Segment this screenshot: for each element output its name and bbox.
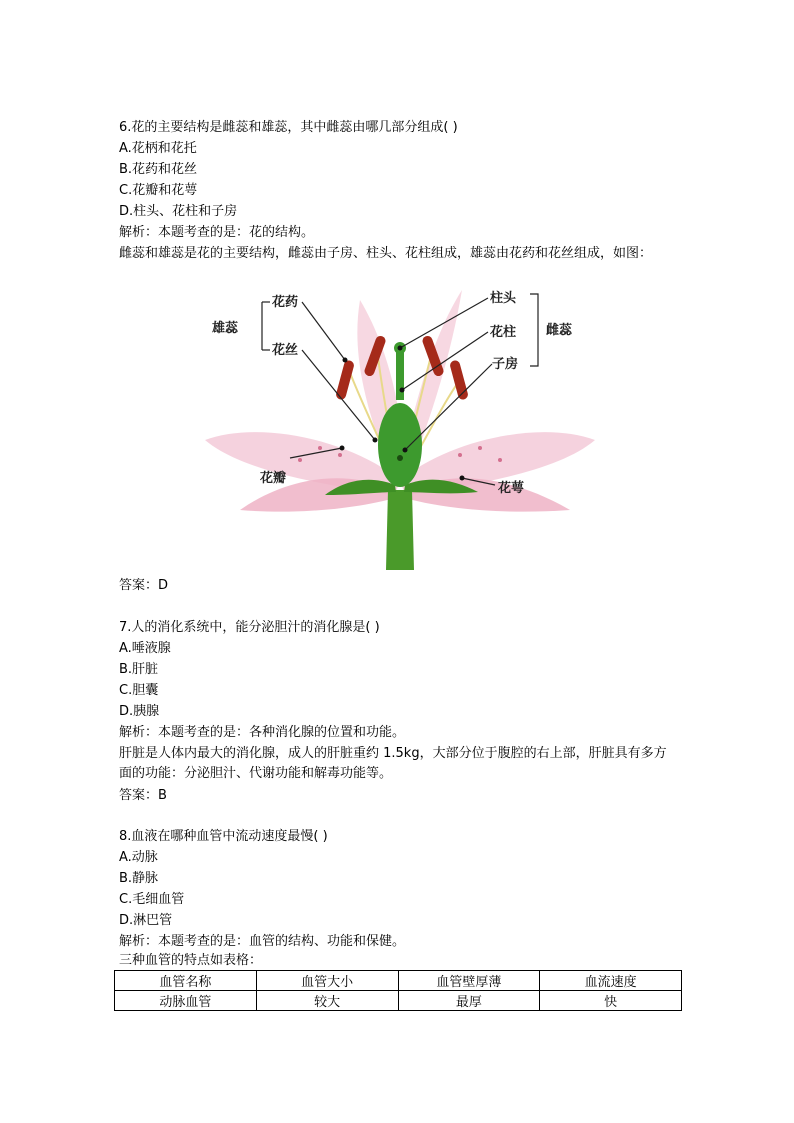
q7-option-c: C.胆囊 bbox=[119, 683, 159, 698]
label-stamen: 雄蕊 bbox=[212, 321, 239, 336]
table-row bbox=[115, 991, 682, 1011]
label-sepal: 花萼 bbox=[498, 481, 525, 496]
q6-option-a: A.花柄和花托 bbox=[119, 141, 197, 156]
q7-answer: 答案：B bbox=[119, 788, 167, 803]
table-header-row bbox=[115, 971, 682, 991]
label-stigma: 柱头 bbox=[490, 291, 517, 306]
q8-option-b: B.静脉 bbox=[119, 871, 159, 886]
q6-explanation: 雌蕊和雄蕊是花的主要结构，雌蕊由子房、柱头、花柱组成，雄蕊由花药和花丝组成，如图： bbox=[119, 246, 653, 261]
table-header-cell: 血管壁厚薄 bbox=[398, 971, 540, 991]
flower-structure-diagram bbox=[200, 280, 600, 570]
q7-option-a: A.唾液腺 bbox=[119, 641, 171, 656]
q7-option-b: B.肝脏 bbox=[119, 662, 159, 677]
label-pistil: 雌蕊 bbox=[546, 323, 573, 338]
label-ovary: 子房 bbox=[492, 357, 519, 372]
label-anther: 花药 bbox=[272, 295, 299, 310]
q6-option-c: C.花瓣和花萼 bbox=[119, 183, 198, 198]
table-cell: 动脉血管 bbox=[115, 991, 257, 1011]
q6-question: 6.花的主要结构是雌蕊和雄蕊，其中雌蕊由哪几部分组成( ) bbox=[119, 120, 458, 135]
q8-question: 8.血液在哪种血管中流动速度最慢( ) bbox=[119, 829, 328, 844]
table-header-cell: 血管大小 bbox=[256, 971, 398, 991]
q7-analysis: 解析：本题考查的是：各种消化腺的位置和功能。 bbox=[119, 725, 406, 740]
stem bbox=[386, 490, 414, 570]
table-cell: 快 bbox=[540, 991, 682, 1011]
q8-option-d: D.淋巴管 bbox=[119, 913, 173, 928]
q6-analysis: 解析：本题考查的是：花的结构。 bbox=[119, 225, 315, 240]
label-filament: 花丝 bbox=[272, 343, 299, 358]
q8-table-intro: 三种血管的特点如表格： bbox=[119, 953, 263, 968]
table-header-cell: 血流速度 bbox=[540, 971, 682, 991]
table-header-cell: 血管名称 bbox=[115, 971, 257, 991]
q8-option-c: C.毛细血管 bbox=[119, 892, 185, 907]
q8-option-a: A.动脉 bbox=[119, 850, 158, 865]
vessel-table bbox=[114, 970, 682, 1011]
q8-analysis: 解析：本题考查的是：血管的结构、功能和保健。 bbox=[119, 934, 406, 949]
table-cell: 较大 bbox=[256, 991, 398, 1011]
q7-option-d: D.胰腺 bbox=[119, 704, 160, 719]
q6-answer: 答案：D bbox=[119, 578, 169, 593]
q6-option-b: B.花药和花丝 bbox=[119, 162, 198, 177]
q7-question: 7.人的消化系统中，能分泌胆汁的消化腺是( ) bbox=[119, 620, 380, 635]
label-petal: 花瓣 bbox=[260, 471, 287, 486]
q7-explanation: 肝脏是人体内最大的消化腺，成人的肝脏重约 1.5kg，大部分位于腹腔的右上部，肝脏具有多方面的功能：分泌胆汁、代谢功能和解毒功能等。 bbox=[119, 746, 667, 781]
q6-option-d: D.柱头、花柱和子房 bbox=[119, 204, 238, 219]
label-style: 花柱 bbox=[490, 325, 517, 340]
table-cell: 最厚 bbox=[398, 991, 540, 1011]
